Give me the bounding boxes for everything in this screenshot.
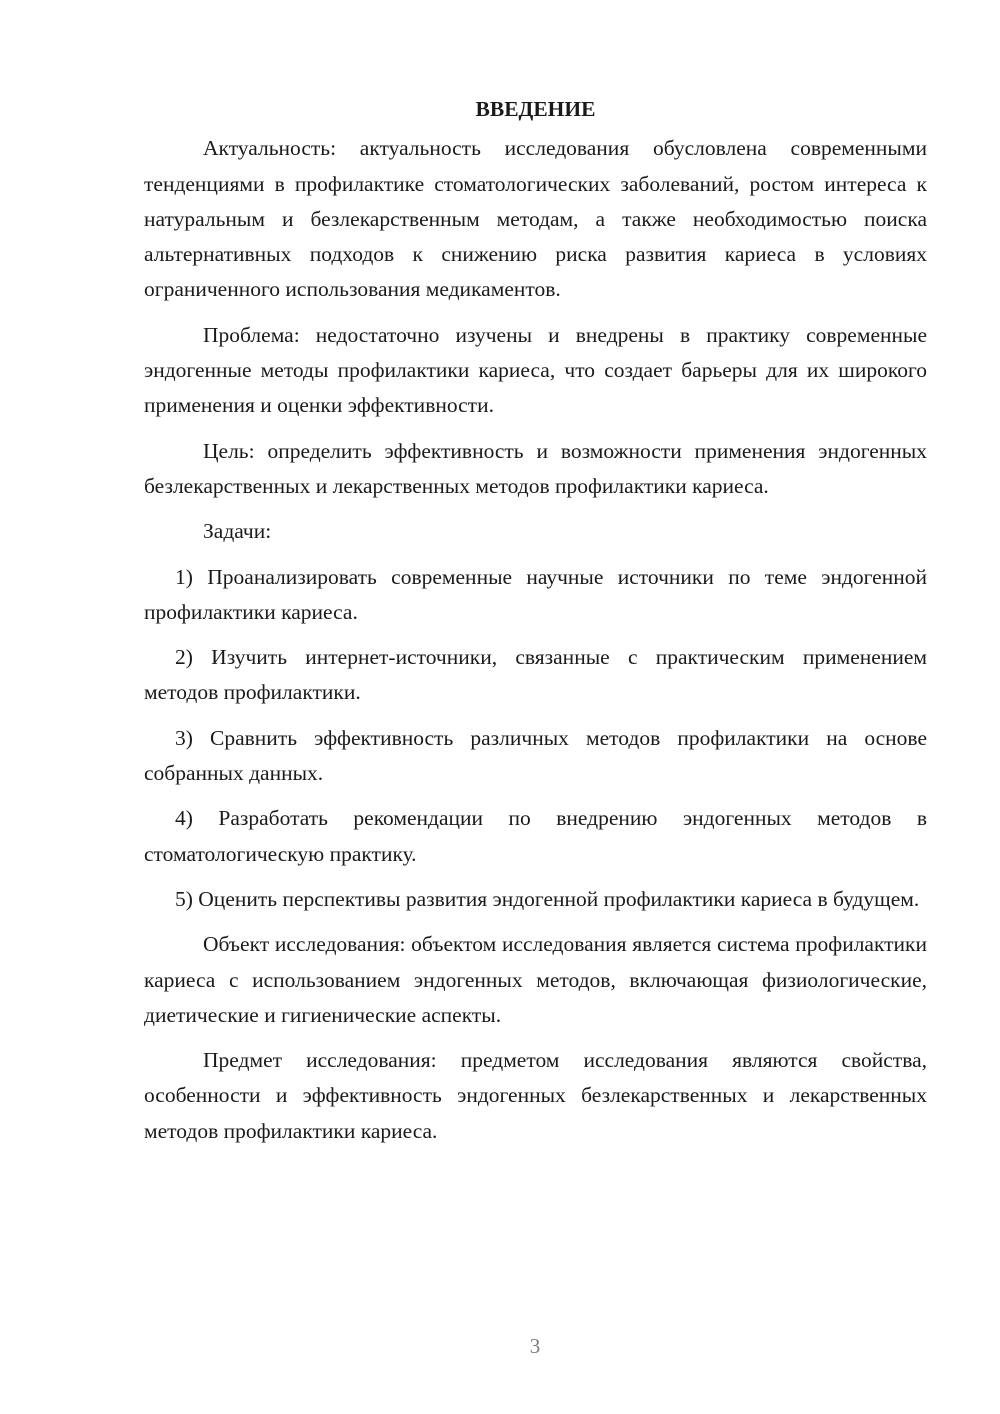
goal-paragraph: Цель: определить эффективность и возможности применения эндогенных безлекарственных и лекарственных методов профилактики кариеса. — [144, 438, 927, 498]
task-item: 5) Оценить перспективы развития эндогенной профилактики кариеса в будущем. — [175, 886, 920, 911]
subject-paragraph: Предмет исследования: предметом исследования являются свойства, особенности и эффективность эндогенных безлекарственных и лекарственных методов профилактики кариеса. — [144, 1048, 927, 1143]
page-number: 3 — [529, 1334, 541, 1358]
task-item: 3) Сравнить эффективность различных методов профилактики на основе собранных данных. — [144, 725, 927, 786]
task-item: 1) Проанализировать современные научные источники по теме эндогенной профилактики кариеса. — [144, 564, 927, 624]
task-item: 2) Изучить интернет-источники, связанные с практическим применением методов профилактики. — [144, 645, 927, 705]
task-item: 4) Разработать рекомендации по внедрению эндогенных методов в стоматологическую практику. — [144, 806, 927, 866]
page-title: ВВЕДЕНИЕ — [475, 97, 596, 121]
object-paragraph: Объект исследования: объектом исследования является система профилактики кариеса с использованием эндогенных методов, включающая физиологические, диетические и гигиенические аспекты. — [144, 932, 927, 1027]
tasks-label: Задачи: — [203, 519, 272, 544]
relevance-paragraph: Актуальность: актуальность исследования обусловлена современными тенденциями в профилактике стоматологических заболеваний, ростом интереса к натуральным и безлекарственным методам, а также необходимостью поиска альтернативных подходов к снижению риска развития кариеса в условиях ограниченного использования медикаментов. — [144, 136, 927, 302]
page-content — [144, 92, 927, 1159]
problem-paragraph: Проблема: недостаточно изучены и внедрены в практику современные эндогенные методы профилактики кариеса, что создает барьеры для их широкого применения и оценки эффективности. — [144, 322, 927, 418]
